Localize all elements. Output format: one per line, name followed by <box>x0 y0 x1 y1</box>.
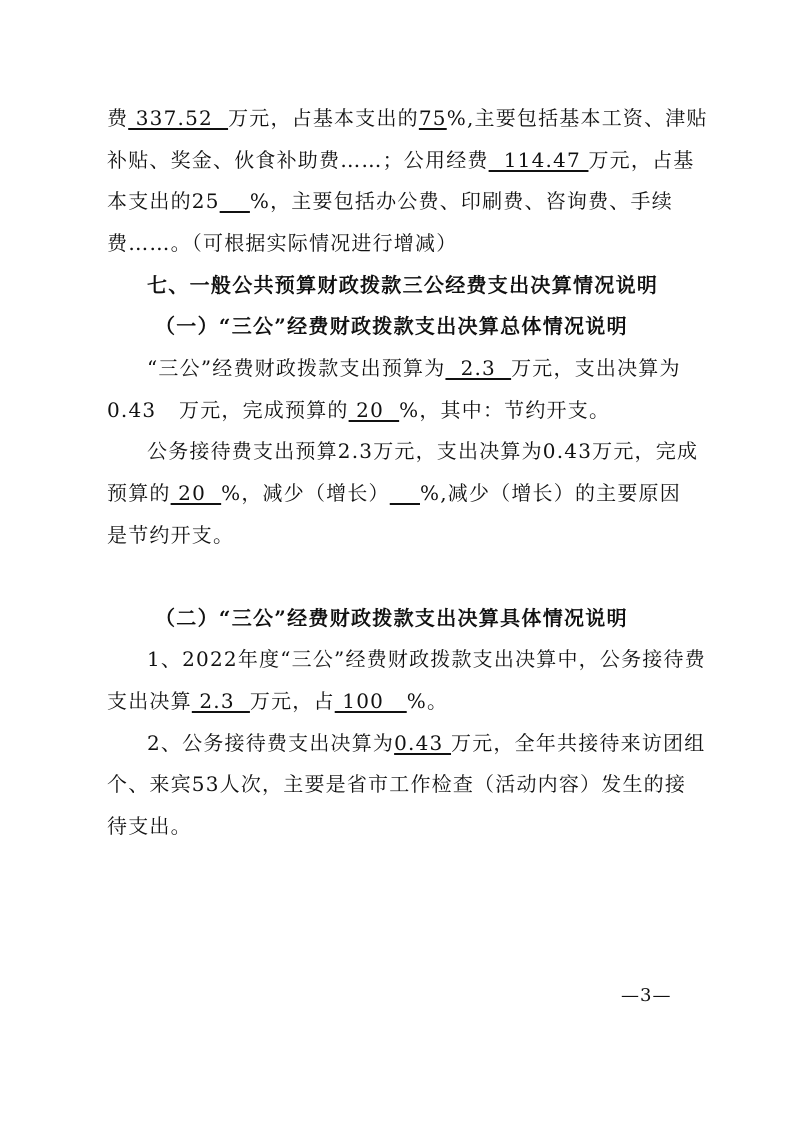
para-personnel-line-2: 补贴、奖金、伙食补助费……；公用经费 114.47 万元，占基 <box>107 148 695 172</box>
para-reception-line-2: 预算的 20 %，减少（增长） %,减少（增长）的主要原因 <box>107 481 681 505</box>
para-personnel-line-3: 本支出的25 %，主要包括办公费、印刷费、咨询费、手续 <box>107 189 673 213</box>
para-personnel-line-4: 费……。（可根据实际情况进行增减） <box>107 231 458 255</box>
page-number: —3— <box>621 985 672 1006</box>
subsection-one-title: （一）“三公”经费财政拨款支出决算总体情况说明 <box>155 314 628 338</box>
para-reception-line-3: 是节约开支。 <box>107 523 235 547</box>
section-seven-title: 七、一般公共预算财政拨款三公经费支出决算情况说明 <box>147 273 659 297</box>
para-detail-line-2: 支出决算 2.3 万元，占 100 %。 <box>107 689 449 713</box>
para-expense-line-1: 2、公务接待费支出决算为0.43 万元，全年共接待来访团组 <box>147 731 706 755</box>
para-budget-line-2: 0.43 万元，完成预算的 20 %，其中：节约开支。 <box>107 398 611 422</box>
para-expense-line-2: 个、来宾53人次，主要是省市工作检查（活动内容）发生的接 <box>107 772 687 796</box>
para-expense-line-3: 待支出。 <box>107 814 192 838</box>
para-personnel-line-1: 费 337.52 万元，占基本支出的75%,主要包括基本工资、津贴 <box>107 106 708 130</box>
para-detail-line-1: 1、2022年度“三公”经费财政拨款支出决算中，公务接待费 <box>147 647 706 671</box>
subsection-two-title: （二）“三公”经费财政拨款支出决算具体情况说明 <box>155 606 628 630</box>
para-reception-line-1: 公务接待费支出预算2.3万元，支出决算为0.43万元，完成 <box>147 439 699 463</box>
para-budget-line-1: “三公”经费财政拨款支出预算为 2.3 万元，支出决算为 <box>147 356 681 380</box>
